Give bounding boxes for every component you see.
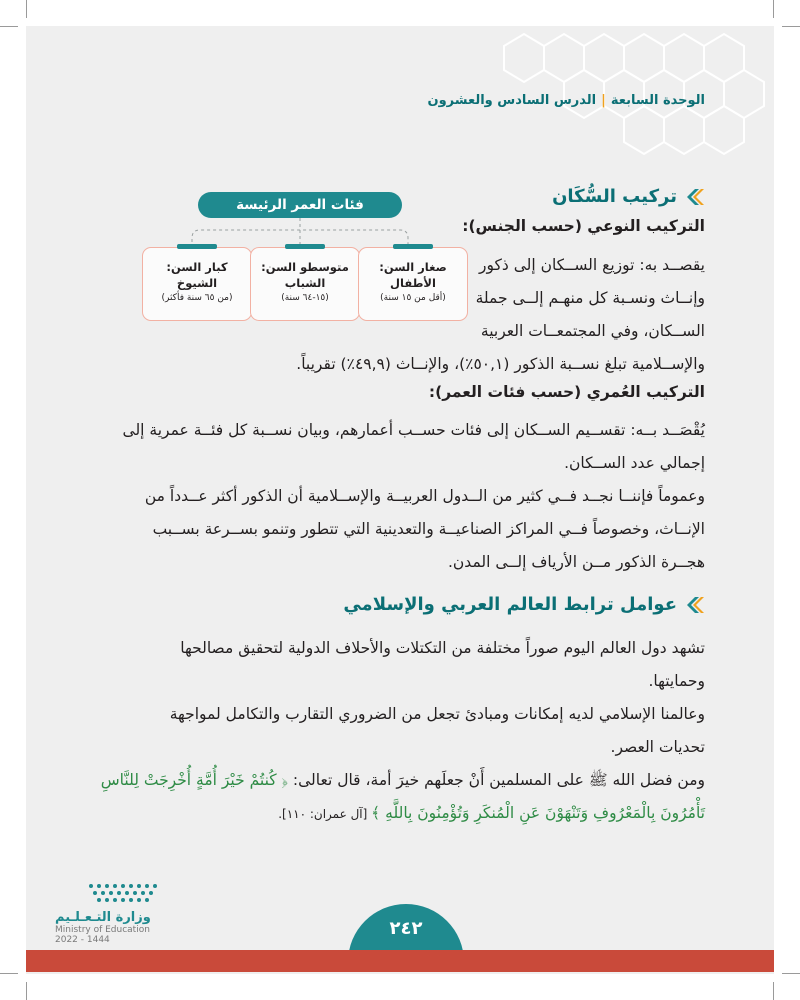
connection-paragraph [95,632,705,831]
age-box-youth [250,247,360,321]
crop-mark [0,973,18,974]
age-paragraph [95,414,705,579]
age-box-label: متوسطو السن: [261,260,349,274]
crop-mark [26,982,27,1000]
edition-year: 2022 - 1444 [55,935,110,945]
age-structure-title: التركيب العُمري (حسب فئات العمر): [428,383,705,401]
section-title-connection-factors [343,594,705,615]
box-tab [285,244,325,249]
box-tab [177,244,217,249]
paragraph-line: وعموماً فإننــا نجــد فــي كثير من الــدول العربيــة والإســلامية أن الذكور أكثر عــدداً من [144,487,705,505]
footer-band [26,950,774,972]
paragraph-line: يقصــد به: توزيع الســكان إلى ذكور [479,256,705,274]
age-box-range: (أقل من ١٥ سنة) [380,293,446,303]
age-box-range: (من ٦٥ سنة فأكثر) [161,293,233,303]
verse-reference: [آل عمران: ١١٠]. [278,807,372,821]
chevron-marker-icon [683,596,705,614]
lesson-label: الدرس السادس والعشرون [427,93,597,108]
verse-intro: ومن فضل الله ﷺ على المسلمين أَنْ جعلَهم خيرَ أمة، قال تعالى: [287,771,705,789]
header-separator: | [601,93,606,108]
unit-label: الوحدة السابعة [610,93,705,108]
age-box-name: الأطفال [390,276,436,290]
crop-mark [0,26,18,27]
paragraph-line: إجمالي عدد الســكان. [564,454,705,472]
paragraph-line: الإنــاث، وخصوصاً فــي المراكز الصناعيــة والتعدينية التي تتطور وتنمو بســرعة بســبب [152,520,705,538]
gender-structure-title: التركيب النوعي (حسب الجنس): [462,217,705,235]
crop-mark [773,982,774,1000]
paragraph-line: وإنــاث ونسـبة كل منهـم إلــى جملة [475,289,705,307]
paragraph-line: هجــرة الذكور مــن الأرياف إلــى المدن. [448,553,705,571]
diagram-title-pill: فئات العمر الرئيسة [198,192,402,218]
paragraph-line [95,797,705,831]
chevron-marker-icon [683,188,705,206]
ministry-dots-icon [85,880,165,906]
paragraph-line: وعالمنا الإسلامي لديه إمكانات ومبادئ تجعل من الضروري التقارب والتكامل لمواجهة [169,705,705,723]
section-title-text: عوامل ترابط العالم العربي والإسلامي [343,594,677,615]
paragraph-line [95,764,705,797]
section-title-text: تركيب السُّكَان [552,186,677,207]
paragraph-line: تشهد دول العالم اليوم صوراً مختلفة من التكتلات والأحلاف الدولية لتحقيق مصالحها [180,639,705,657]
paragraph-line: يُقْصَــد بــه: تقســيم الســكان إلى فئات حســب أعمارهم، وبيان نســبة كل فئــة عمرية إلى [122,421,705,439]
page-number: ٢٤٢ [389,918,423,939]
age-box-children [358,247,468,321]
age-box-name: الشيوخ [176,276,218,290]
section-title-population-structure [552,186,705,207]
age-box-label: صغار السن: [379,260,447,274]
ministry-name-arabic: وزارة التـعـلـيم [55,910,151,925]
box-tab [393,244,433,249]
paragraph-line: الســكان، وفي المجتمعــات العربية [480,322,705,340]
paragraph-line: تحديات العصر. [610,738,705,756]
ministry-name-english: Ministry of Education [55,925,150,935]
crop-mark [26,0,27,18]
paragraph-line: وحمايتها. [648,672,705,690]
crop-mark [782,26,800,27]
gender-paragraph-end [95,348,705,381]
age-box-label: كبار السن: [166,260,228,274]
crop-mark [773,0,774,18]
quran-verse-part1: ﴿ كُنتُمْ خَيْرَ أُمَّةٍ أُخْرِجَتْ لِلنَّاسِ [100,771,288,789]
age-box-elderly [142,247,252,321]
age-box-name: الشباب [284,276,326,290]
gender-paragraph [465,249,705,348]
age-box-range: (١٥-٦٤ سنة) [281,293,329,303]
running-header [427,93,705,108]
quran-verse-part2: تَأْمُرُونَ بِالْمَعْرُوفِ وَتَنْهَوْنَ عَنِ الْمُنكَرِ وَتُؤْمِنُونَ بِاللَّهِ ﴾ [371,804,705,822]
ministry-logo [55,880,175,945]
crop-mark [782,973,800,974]
paragraph-line: والإســلامية تبلغ نســبة الذكور (٥٠,١٪)، والإنــاث (٤٩,٩٪) تقريباً. [296,355,705,373]
